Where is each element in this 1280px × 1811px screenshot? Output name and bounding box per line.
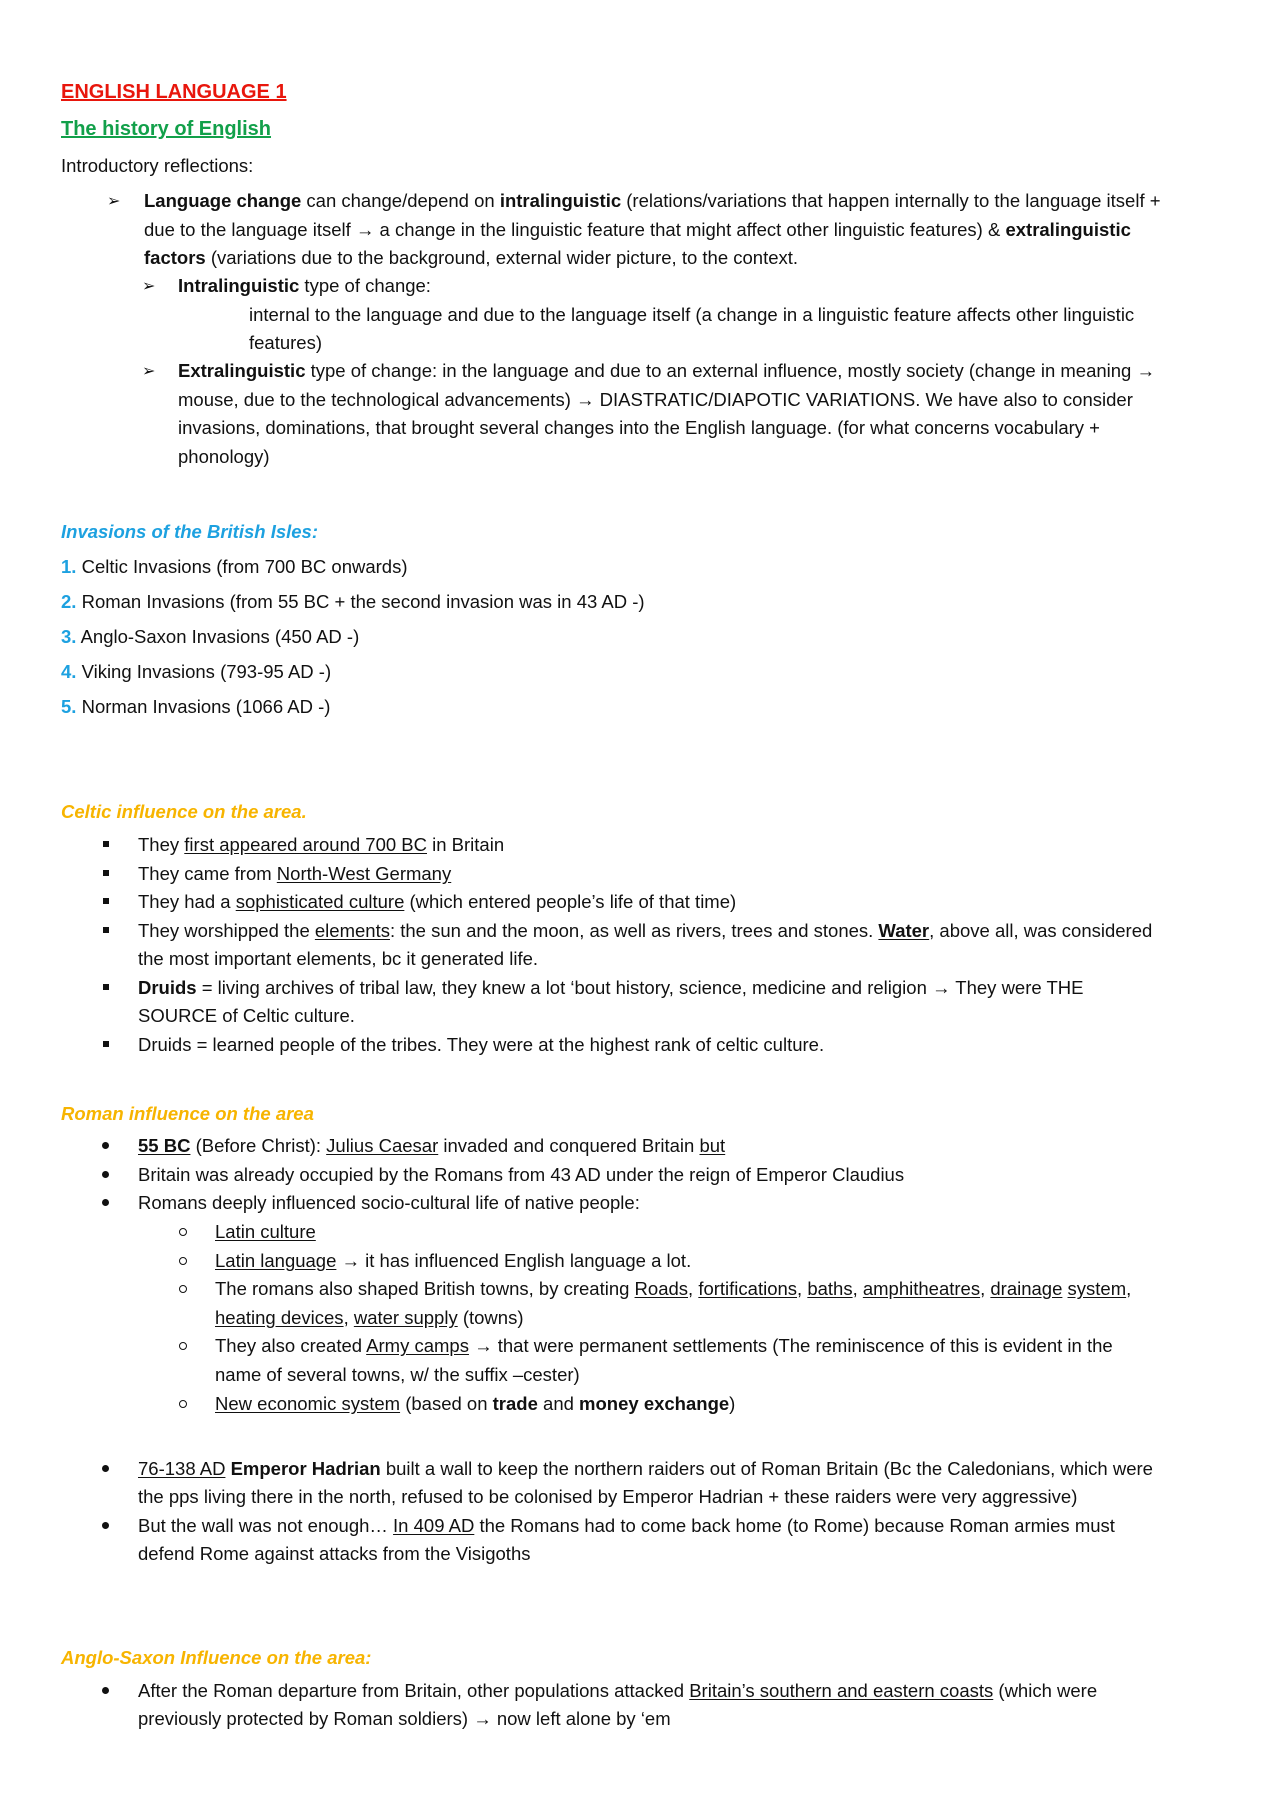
text-run: the Romans had to come back home (to Rome) because Roman armies must bbox=[474, 1515, 1115, 1536]
underlined-text: Roads bbox=[634, 1278, 689, 1299]
intra-desc-1: internal to the language and due to the language itself (a change in a linguistic feature affects other linguistic bbox=[249, 304, 1135, 325]
underlined-text: baths bbox=[807, 1278, 853, 1299]
item-text: Roman Invasions (from 55 BC + the second invasion was in 43 AD -) bbox=[81, 591, 645, 612]
text-run: After the Roman departure from Britain, other populations attacked bbox=[138, 1680, 690, 1701]
text-run: → it has influenced English language a lot. bbox=[336, 1250, 692, 1271]
item-text: Celtic Invasions (from 700 BC onwards) bbox=[81, 556, 408, 577]
underlined-text: Julius Caesar bbox=[326, 1135, 439, 1156]
celtic-item-5 bbox=[138, 977, 1083, 999]
term-55bc: 55 BC bbox=[138, 1135, 191, 1156]
underlined-text: In 409 AD bbox=[393, 1515, 475, 1536]
celtic-item-6: Druids = learned people of the tribes. They were at the highest rank of celtic culture. bbox=[138, 1034, 825, 1055]
roman-sub-3 bbox=[215, 1278, 1131, 1300]
underlined-text: sophisticated culture bbox=[235, 891, 405, 912]
roman-heading: Roman influence on the area bbox=[61, 1103, 314, 1124]
roman-sub-2 bbox=[215, 1250, 691, 1272]
text-run: (relations/variations that happen internally to the language itself + bbox=[621, 190, 1161, 211]
underlined-text: system bbox=[1067, 1278, 1127, 1299]
underlined-text: fortifications bbox=[698, 1278, 798, 1299]
text-run: in Britain bbox=[427, 834, 505, 855]
roman-item-1 bbox=[138, 1135, 725, 1157]
invasions-heading: Invasions of the British Isles: bbox=[61, 521, 319, 542]
roman-item-3: Romans deeply influenced socio-cultural life of native people: bbox=[138, 1192, 640, 1213]
dot-bullet-icon bbox=[102, 1171, 109, 1178]
term-emperor-hadrian: Emperor Hadrian bbox=[230, 1458, 381, 1479]
intro-label: Introductory reflections: bbox=[61, 155, 254, 176]
text-run: type of change: in the language and due to an external influence, mostly society (change in meaning → bbox=[305, 360, 1155, 381]
celtic-item-5-cont: SOURCE of Celtic culture. bbox=[138, 1005, 355, 1026]
roman-sub-4-cont: name of several towns, w/ the suffix –cester) bbox=[215, 1364, 580, 1385]
invasion-item bbox=[61, 696, 330, 718]
celtic-item-4-cont: the most important elements, bc it generated life. bbox=[138, 948, 539, 969]
text-run: and bbox=[537, 1393, 580, 1414]
text-run: , bbox=[1126, 1278, 1132, 1299]
intra-desc-2: features) bbox=[249, 332, 323, 353]
item-number: 5. bbox=[61, 696, 77, 717]
dot-bullet-icon bbox=[102, 1687, 109, 1694]
term-extralinguistic: Extralinguistic bbox=[178, 360, 306, 381]
underlined-text: Army camps bbox=[366, 1335, 469, 1356]
extra-line-3: invasions, dominations, that brought several changes into the English language. (for what concerns vocabulary + bbox=[178, 417, 1100, 438]
arrow-bullet-icon: ➢ bbox=[107, 193, 121, 210]
text-run: built a wall to keep the northern raiders out of Roman Britain (Bc the Caledonians, which were bbox=[380, 1458, 1153, 1479]
text-run: : the sun and the moon, as well as rivers, trees and stones. bbox=[389, 920, 879, 941]
roman-sub-3-cont bbox=[215, 1307, 524, 1329]
document-subtitle: The history of English bbox=[61, 118, 272, 140]
square-bullet-icon bbox=[103, 870, 109, 876]
invasion-item bbox=[61, 556, 408, 578]
underlined-text: drainage bbox=[990, 1278, 1063, 1299]
invasion-item bbox=[61, 626, 359, 648]
item-number: 1. bbox=[61, 556, 77, 577]
underlined-text: elements bbox=[314, 920, 390, 941]
item-number: 3. bbox=[61, 626, 77, 647]
underlined-text: first appeared around 700 BC bbox=[184, 834, 427, 855]
underlined-text: heating devices bbox=[215, 1307, 344, 1328]
text-run: , bbox=[343, 1307, 354, 1328]
text-run: They had a bbox=[138, 891, 236, 912]
roman-item-2: Britain was already occupied by the Romans from 43 AD under the reign of Emperor Claudius bbox=[138, 1164, 905, 1185]
square-bullet-icon bbox=[103, 927, 109, 933]
text-run: , bbox=[980, 1278, 991, 1299]
text-run: They came from bbox=[138, 863, 277, 884]
term-language-change: Language change bbox=[144, 190, 302, 211]
circle-bullet-icon bbox=[179, 1257, 187, 1265]
roman-item-4-cont: the pps living there in the north, refused to be colonised by Emperor Hadrian + these raiders were very aggressive) bbox=[138, 1486, 1078, 1507]
underlined-text: 76-138 AD bbox=[138, 1458, 226, 1479]
square-bullet-icon bbox=[103, 898, 109, 904]
underlined-text: water supply bbox=[353, 1307, 458, 1328]
item-text: Viking Invasions (793-95 AD -) bbox=[81, 661, 332, 682]
invasion-item bbox=[61, 591, 645, 613]
text-run: (based on bbox=[400, 1393, 493, 1414]
text-run: (towns) bbox=[457, 1307, 524, 1328]
arrow-bullet-icon: ➢ bbox=[142, 278, 156, 295]
term-intralinguistic: Intralinguistic bbox=[178, 275, 300, 296]
text-run: They also created bbox=[215, 1335, 367, 1356]
text-run: type of change: bbox=[299, 275, 431, 296]
term-trade: trade bbox=[492, 1393, 538, 1414]
text-run: due to the language itself → a change in the linguistic feature that might affect other linguistic features) & bbox=[144, 219, 1006, 240]
celtic-item-1 bbox=[138, 834, 504, 856]
extra-line-1 bbox=[178, 360, 1155, 382]
text-run: (Before Christ): bbox=[190, 1135, 327, 1156]
term-factors: factors bbox=[144, 247, 206, 268]
text-run: → that were permanent settlements (The reminiscence of this is evident in the bbox=[468, 1335, 1113, 1356]
underlined-text: Latin language bbox=[215, 1250, 337, 1271]
underlined-text: North-West Germany bbox=[276, 863, 452, 884]
text-run: invaded and conquered Britain bbox=[438, 1135, 700, 1156]
item-number: 4. bbox=[61, 661, 77, 682]
celtic-item-2 bbox=[138, 863, 451, 885]
underlined-text: but bbox=[699, 1135, 726, 1156]
intro-line-1 bbox=[144, 190, 1161, 212]
extra-line-4: phonology) bbox=[178, 446, 270, 467]
underlined-text: New economic system bbox=[215, 1393, 401, 1414]
intro-line-3 bbox=[144, 247, 798, 269]
celtic-item-4 bbox=[138, 920, 1152, 942]
text-run: (which were bbox=[993, 1680, 1098, 1701]
text-run: (variations due to the background, external wider picture, to the context. bbox=[205, 247, 799, 268]
roman-sub-5 bbox=[215, 1393, 735, 1415]
text-run: The romans also shaped British towns, by creating bbox=[215, 1278, 635, 1299]
dot-bullet-icon bbox=[102, 1522, 109, 1529]
term-extralinguistic: extralinguistic bbox=[1005, 219, 1131, 240]
invasion-item bbox=[61, 661, 331, 683]
item-text: Norman Invasions (1066 AD -) bbox=[81, 696, 331, 717]
roman-item-5-cont: defend Rome against attacks from the Visigoths bbox=[138, 1543, 531, 1564]
underlined-text: Britain’s southern and eastern coasts bbox=[689, 1680, 994, 1701]
term-druids: Druids bbox=[138, 977, 197, 998]
anglo-heading: Anglo-Saxon Influence on the area: bbox=[61, 1647, 372, 1668]
intro-line-2 bbox=[144, 219, 1131, 241]
item-text: Anglo-Saxon Invasions (450 AD -) bbox=[80, 626, 360, 647]
circle-bullet-icon bbox=[179, 1342, 187, 1350]
term-water: Water bbox=[878, 920, 930, 941]
celtic-heading: Celtic influence on the area. bbox=[61, 801, 307, 822]
square-bullet-icon bbox=[103, 984, 109, 990]
term-money-exchange: money exchange bbox=[579, 1393, 730, 1414]
celtic-item-3 bbox=[138, 891, 736, 913]
text-run: , above all, was considered bbox=[929, 920, 1153, 941]
roman-item-5 bbox=[138, 1515, 1115, 1537]
roman-sub-4 bbox=[215, 1335, 1113, 1357]
anglo-item-1 bbox=[138, 1680, 1097, 1702]
text-run: They worshipped the bbox=[138, 920, 315, 941]
text-run: can change/depend on bbox=[301, 190, 500, 211]
text-run: ) bbox=[729, 1393, 736, 1414]
dot-bullet-icon bbox=[102, 1142, 109, 1149]
term-intralinguistic: intralinguistic bbox=[499, 190, 622, 211]
dot-bullet-icon bbox=[102, 1199, 109, 1206]
intra-line bbox=[178, 275, 431, 297]
item-number: 2. bbox=[61, 591, 77, 612]
circle-bullet-icon bbox=[179, 1285, 187, 1293]
extra-line-2: mouse, due to the technological advancements) → DIASTRATIC/DIAPOTIC VARIATIONS. We have also to consider bbox=[178, 389, 1133, 410]
text-run: But the wall was not enough… bbox=[138, 1515, 394, 1536]
text-run: , bbox=[688, 1278, 699, 1299]
arrow-bullet-icon: ➢ bbox=[142, 363, 156, 380]
anglo-item-1-cont: previously protected by Roman soldiers) → now left alone by ‘em bbox=[138, 1708, 671, 1729]
dot-bullet-icon bbox=[102, 1465, 109, 1472]
text-run: = living archives of tribal law, they knew a lot ‘bout history, science, medicine and religion → They were THE bbox=[196, 977, 1084, 998]
roman-item-4 bbox=[138, 1458, 1153, 1480]
text-run: (which entered people’s life of that time) bbox=[404, 891, 737, 912]
circle-bullet-icon bbox=[179, 1228, 187, 1236]
underlined-text: amphitheatres bbox=[862, 1278, 981, 1299]
square-bullet-icon bbox=[103, 841, 109, 847]
text-run: , bbox=[852, 1278, 863, 1299]
roman-sub-1: Latin culture bbox=[215, 1221, 316, 1242]
text-run: , bbox=[797, 1278, 808, 1299]
text-run: They bbox=[138, 834, 185, 855]
circle-bullet-icon bbox=[179, 1400, 187, 1408]
square-bullet-icon bbox=[103, 1041, 109, 1047]
document-title: ENGLISH LANGUAGE 1 bbox=[61, 81, 287, 103]
